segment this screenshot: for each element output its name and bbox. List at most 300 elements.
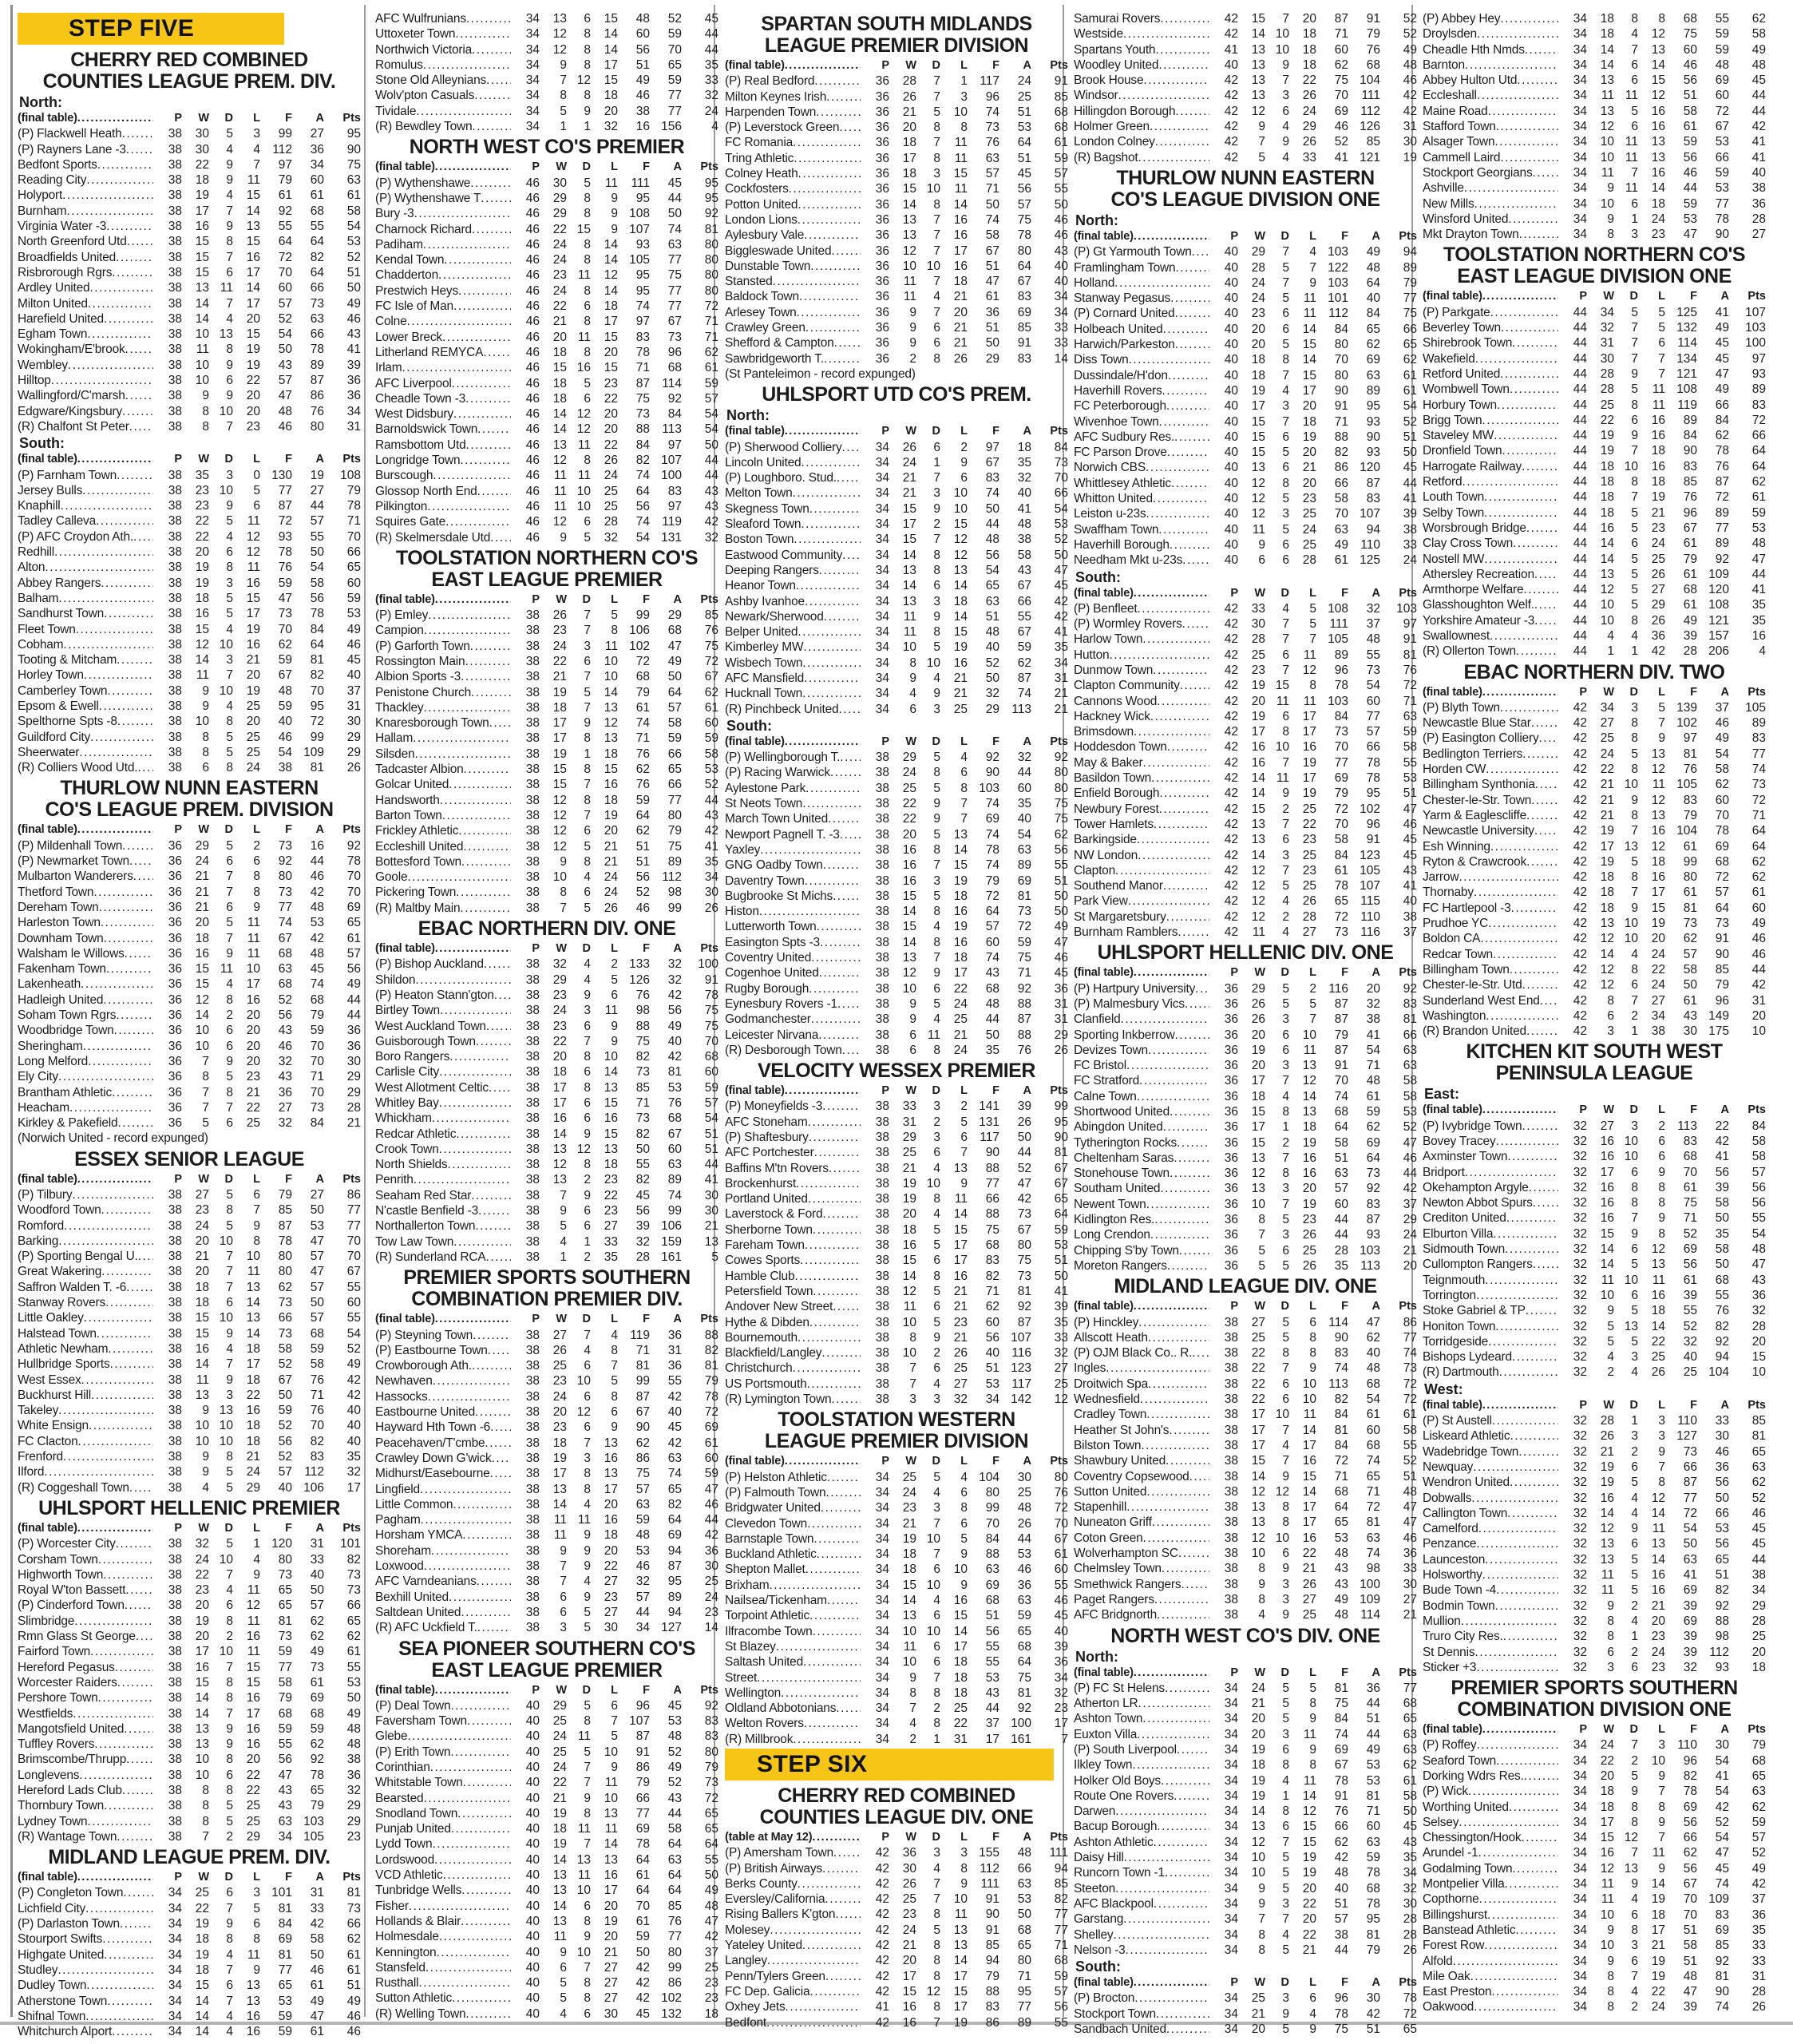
stat-f: 50 xyxy=(635,1142,650,1156)
stat-f: 56 xyxy=(635,42,650,57)
stat-p: 34 xyxy=(875,1563,889,1577)
stat-f: 50 xyxy=(985,197,999,212)
stat-d: 5 xyxy=(584,901,591,915)
stat-pts: 61 xyxy=(704,361,718,375)
stat-pts: 62 xyxy=(704,345,718,359)
team-name: Glebe xyxy=(375,1729,408,1744)
stat-pts: 53 xyxy=(1403,1105,1417,1119)
stat-l: 19 xyxy=(953,920,968,934)
stat-w: 12 xyxy=(902,966,916,980)
stat-pts: 36 xyxy=(346,389,361,403)
stat-l: 25 xyxy=(604,484,618,498)
table-row xyxy=(1074,1681,1417,1696)
stat-pts: 66 xyxy=(346,545,361,560)
stat-p: 38 xyxy=(168,730,182,744)
header-l: L xyxy=(1658,290,1665,303)
stat-pts: 62 xyxy=(346,1932,361,1947)
stat-l: 27 xyxy=(604,1960,618,1975)
stat-l: 12 xyxy=(1651,27,1665,42)
stat-p: 34 xyxy=(875,517,889,532)
stat-f: 48 xyxy=(278,404,292,418)
team-name: (P) Racing Warwick xyxy=(725,766,830,780)
dot-leader xyxy=(1181,1577,1209,1592)
team-name: Sandhurst Town xyxy=(18,607,105,621)
stat-a: 58 xyxy=(667,716,682,731)
stat-l: 4 xyxy=(1309,245,1316,259)
stat-d: 5 xyxy=(226,838,233,853)
stat-f: 78 xyxy=(278,545,292,560)
stat-w: 13 xyxy=(195,281,209,295)
stat-d: 9 xyxy=(933,812,940,826)
stat-d: 6 xyxy=(933,440,940,454)
dot-leader xyxy=(837,996,861,1012)
team-name: May & Baker xyxy=(1074,755,1143,770)
stat-pts: 99 xyxy=(1054,1099,1068,1114)
header-pts: Pts xyxy=(1399,1976,1417,1990)
team-name: (P) Garforth Town xyxy=(375,639,470,653)
stat-a: 33 xyxy=(310,1552,324,1567)
stat-w: 24 xyxy=(552,639,567,653)
table-row xyxy=(18,483,361,498)
team-name: West Essex xyxy=(18,1373,81,1387)
stat-w: 4 xyxy=(1258,1608,1265,1622)
team-name: Burnham Ramblers xyxy=(1074,925,1178,940)
team-name: Stockport Town xyxy=(1074,2006,1156,2021)
stat-w: 5 xyxy=(1258,1258,1265,1273)
stat-d: 9 xyxy=(226,220,233,234)
stat-p: 46 xyxy=(525,207,540,221)
stat-a: 39 xyxy=(1017,1099,1031,1114)
dot-leader xyxy=(1482,413,1558,428)
stat-w: 9 xyxy=(202,1450,209,1464)
team-name: Samurai Rovers xyxy=(1074,12,1161,26)
league-title-line: TOOLSTATION NORTHERN CO'S xyxy=(1443,244,1746,267)
stat-w: 23 xyxy=(1251,307,1265,321)
team-name: Wivenhoe Town xyxy=(1074,414,1159,429)
stat-p: 36 xyxy=(168,869,182,884)
dot-leader xyxy=(423,57,511,73)
stat-l: 17 xyxy=(246,977,260,992)
stat-pts: 24 xyxy=(1403,553,1417,568)
table-row xyxy=(18,388,361,403)
stat-l: 2 xyxy=(960,1099,968,1114)
stat-a: 90 xyxy=(1715,228,1729,242)
stat-pts: 85 xyxy=(1054,1876,1068,1891)
stat-p: 38 xyxy=(875,1254,889,1268)
league-title xyxy=(375,137,718,158)
team-name: Ashville xyxy=(1423,181,1464,196)
stat-d: 4 xyxy=(584,1497,591,1511)
stat-p: 38 xyxy=(1224,1592,1238,1606)
table-row xyxy=(375,1127,718,1142)
stat-d: 7 xyxy=(1631,42,1638,57)
dot-leader xyxy=(1519,227,1558,242)
stat-a: 73 xyxy=(310,1660,324,1674)
team-name: Burnham xyxy=(18,204,67,218)
stat-f: 92 xyxy=(985,751,999,765)
dot-leader xyxy=(1159,802,1209,817)
table-row xyxy=(375,1142,718,1157)
team-name: Blackfield/Langley xyxy=(725,1346,822,1361)
stat-a: 50 xyxy=(667,670,682,684)
team-name: Norwich CBS xyxy=(1074,461,1146,475)
stat-w: 22 xyxy=(1251,1361,1265,1376)
stat-f: 66 xyxy=(278,1311,292,1325)
table-column-header xyxy=(1074,586,1417,601)
stat-l: 5 xyxy=(1658,321,1665,335)
table-row xyxy=(1074,1577,1417,1592)
stat-l: 21 xyxy=(1302,1562,1316,1576)
table-row xyxy=(18,885,361,900)
stat-p: 38 xyxy=(168,529,182,544)
stat-f: 32 xyxy=(985,687,999,701)
dot-leader xyxy=(449,1049,511,1064)
table-row xyxy=(18,1885,361,1900)
stat-l: 10 xyxy=(604,1745,618,1759)
header-a: A xyxy=(1023,735,1031,748)
stat-pts: 66 xyxy=(1751,429,1766,443)
stat-f: 78 xyxy=(1334,2006,1348,2021)
stat-a: 89 xyxy=(667,854,682,869)
dot-leader xyxy=(825,1891,861,1907)
table-row xyxy=(1423,398,1766,413)
table-row xyxy=(1074,1911,1417,1927)
stat-pts: 61 xyxy=(346,931,361,945)
stat-p: 38 xyxy=(525,1359,540,1373)
stat-p: 36 xyxy=(875,74,889,89)
dot-leader xyxy=(77,822,153,838)
header-pts: Pts xyxy=(1050,1084,1068,1098)
stat-w: 9 xyxy=(1258,1896,1265,1911)
stat-d: 8 xyxy=(584,731,591,746)
stat-l: 10 xyxy=(1302,1377,1316,1391)
stat-l: 23 xyxy=(604,1173,618,1187)
stat-p: 46 xyxy=(525,237,540,252)
stat-a: 51 xyxy=(1017,105,1031,119)
stat-p: 38 xyxy=(168,204,182,218)
stat-w: 20 xyxy=(195,1265,209,1279)
stat-l: 18 xyxy=(1302,414,1316,429)
stat-f: 62 xyxy=(278,1280,292,1294)
dot-leader xyxy=(1477,88,1558,103)
stat-l: 20 xyxy=(1302,1182,1316,1196)
dot-leader xyxy=(123,1885,153,1900)
stat-f: 54 xyxy=(635,530,650,545)
team-name: Moreton Rangers xyxy=(1074,1258,1167,1273)
table-column-header xyxy=(18,1870,361,1885)
stat-p: 36 xyxy=(1224,1105,1238,1119)
table-row xyxy=(725,1953,1068,1968)
stat-w: 9 xyxy=(560,1543,567,1558)
league-title xyxy=(18,1498,361,1519)
dot-leader xyxy=(1138,150,1210,165)
stat-w: 14 xyxy=(552,1899,567,1913)
stat-d: 5 xyxy=(226,1814,233,1828)
stat-d: 5 xyxy=(226,1188,233,1202)
dot-leader xyxy=(1482,289,1558,304)
header-w: W xyxy=(556,160,567,174)
stat-a: 73 xyxy=(1017,1207,1031,1222)
stat-pts: 42 xyxy=(1403,1182,1417,1196)
stat-pts: 30 xyxy=(704,1559,718,1574)
table-row xyxy=(725,781,1068,796)
table-row xyxy=(18,760,361,775)
stat-p: 34 xyxy=(875,1655,889,1670)
stat-f: 48 xyxy=(985,533,999,547)
stat-l: 6 xyxy=(253,854,260,869)
dot-leader xyxy=(1148,1043,1209,1058)
stat-l: 11 xyxy=(1303,648,1316,662)
table-row xyxy=(1074,1835,1417,1850)
stat-w: 24 xyxy=(902,1485,916,1499)
stat-a: 58 xyxy=(667,1822,682,1836)
stat-pts: 81 xyxy=(1054,1146,1068,1160)
team-name: FC Romania xyxy=(725,136,793,150)
stat-a: 78 xyxy=(310,343,324,357)
stat-w: 24 xyxy=(1251,291,1265,306)
table-row xyxy=(375,1512,718,1527)
stat-f: 95 xyxy=(635,191,650,205)
stat-w: 26 xyxy=(552,608,567,623)
header-a: A xyxy=(673,942,682,956)
dot-leader xyxy=(477,484,511,499)
table-row xyxy=(375,314,718,329)
stat-p: 34 xyxy=(1573,165,1587,180)
news-column xyxy=(375,11,718,2044)
stat-f: 66 xyxy=(635,1791,650,1805)
stat-l: 11 xyxy=(1303,1773,1316,1788)
stat-d: 9 xyxy=(584,1930,591,1944)
stat-f: 50 xyxy=(635,1945,650,1959)
stat-l: 13 xyxy=(953,563,968,577)
stat-d: 7 xyxy=(1282,12,1289,26)
stat-f: 74 xyxy=(985,486,999,501)
stat-p: 42 xyxy=(875,1892,889,1907)
stat-a: 107 xyxy=(661,454,682,468)
stat-pts: 54 xyxy=(704,422,718,437)
table-row xyxy=(1074,1227,1417,1242)
stat-f: 52 xyxy=(278,311,292,326)
stat-p: 38 xyxy=(525,608,540,623)
dot-leader xyxy=(117,1829,153,1844)
team-name: Sleaford Town xyxy=(725,517,802,532)
stat-a: 54 xyxy=(1017,827,1031,842)
stat-d: 4 xyxy=(226,188,233,203)
dot-leader xyxy=(820,935,861,950)
team-name: Barnoldswick Town xyxy=(375,422,478,437)
stat-p: 34 xyxy=(875,579,889,593)
dot-leader xyxy=(470,639,511,654)
team-name: Lichfield City xyxy=(18,1901,86,1915)
dot-leader xyxy=(1140,1392,1209,1407)
table-row xyxy=(375,1836,718,1852)
stat-l: 20 xyxy=(246,1024,260,1038)
stat-d: 10 xyxy=(576,1884,591,1898)
team-name: (R) Coggeshall Town xyxy=(18,1480,129,1495)
stat-d: 8 xyxy=(584,763,591,777)
stat-pts: 50 xyxy=(1054,905,1068,919)
stat-a: 29 xyxy=(667,608,682,623)
team-name: Histon xyxy=(725,905,759,919)
team-name: Hollands & Blair xyxy=(375,1914,461,1928)
stat-f: 71 xyxy=(635,731,650,746)
stat-w: 15 xyxy=(552,778,567,792)
stat-p: 38 xyxy=(525,731,540,746)
team-name: Fareham Town xyxy=(725,1238,805,1253)
table-row xyxy=(18,699,361,714)
stat-d: 7 xyxy=(933,244,940,258)
stat-p: 34 xyxy=(1224,1927,1238,1942)
header-pts: Pts xyxy=(342,112,361,125)
team-name: (P) Wythenshawe xyxy=(375,176,471,190)
stat-pts: 82 xyxy=(704,1343,718,1357)
column-divider xyxy=(364,5,366,2017)
stat-w: 29 xyxy=(552,207,567,221)
stat-a: 19 xyxy=(310,468,324,482)
stat-p: 38 xyxy=(168,404,182,418)
stat-d: 2 xyxy=(933,1701,940,1716)
table-row xyxy=(725,1470,1068,1485)
stat-pts: 83 xyxy=(1751,398,1766,412)
stat-f: 117 xyxy=(980,1131,999,1144)
stat-f: 59 xyxy=(278,2009,292,2023)
stat-a: 76 xyxy=(310,404,324,418)
table-row xyxy=(1074,1515,1417,1530)
stat-w: 12 xyxy=(1251,507,1265,521)
stat-w: 21 xyxy=(195,869,209,884)
stat-w: 11 xyxy=(553,1930,567,1944)
stat-p: 46 xyxy=(525,438,540,452)
table-header-label: (final table) xyxy=(375,942,435,956)
stat-l: 22 xyxy=(1302,73,1316,88)
stat-d: 8 xyxy=(584,283,591,298)
table-row xyxy=(1074,1315,1417,1330)
stat-d: 7 xyxy=(1631,444,1638,458)
stat-f: 78 xyxy=(1334,679,1348,693)
stat-w: 30 xyxy=(552,176,567,190)
stat-f: 48 xyxy=(1334,1547,1348,1561)
dot-leader xyxy=(805,594,861,609)
team-name: Wembley xyxy=(18,358,68,372)
stat-a: 42 xyxy=(1017,1192,1031,1206)
stat-f: 46 xyxy=(635,901,650,915)
stat-pts: 28 xyxy=(1403,1912,1417,1927)
stat-l: 25 xyxy=(246,1814,260,1828)
team-name: Lower Breck xyxy=(375,330,442,344)
stat-a: 50 xyxy=(310,1296,324,1310)
stat-l: 16 xyxy=(246,992,260,1007)
dot-leader xyxy=(104,931,153,946)
table-row xyxy=(1074,1881,1417,1896)
stat-l: 16 xyxy=(1651,104,1665,118)
dot-leader xyxy=(798,1876,861,1891)
stat-d: 7 xyxy=(226,1265,233,1279)
stat-d: 5 xyxy=(1282,1213,1289,1227)
dot-leader xyxy=(804,228,861,243)
team-name: Knaresborough Town xyxy=(375,716,489,731)
stat-d: 1 xyxy=(584,747,591,761)
stat-l: 15 xyxy=(246,235,260,249)
table-row xyxy=(375,299,718,314)
stat-f: 34 xyxy=(635,1621,650,1635)
stat-f: 52 xyxy=(278,992,292,1007)
stat-pts: 78 xyxy=(1403,1991,1417,2006)
stat-l: 21 xyxy=(953,290,968,304)
stat-l: 12 xyxy=(1302,1074,1316,1088)
dot-leader xyxy=(485,1436,511,1451)
stat-pts: 37 xyxy=(346,683,361,698)
stat-f: 82 xyxy=(635,1127,650,1141)
team-name: Penistone Church xyxy=(375,685,472,699)
stat-pts: 58 xyxy=(1403,1074,1417,1088)
dot-leader xyxy=(822,1206,861,1222)
header-l: L xyxy=(611,942,618,956)
stat-d: 5 xyxy=(584,376,591,390)
stat-d: 6 xyxy=(584,1065,591,1079)
table-row xyxy=(375,1574,718,1589)
stat-d: 9 xyxy=(1282,2006,1289,2021)
stat-pts: 75 xyxy=(346,157,361,172)
stat-d: 4 xyxy=(1631,27,1638,42)
stat-d: 5 xyxy=(933,1222,940,1237)
table-row xyxy=(1074,1119,1417,1135)
stat-d: 3 xyxy=(226,576,233,590)
stat-pts: 45 xyxy=(1403,461,1417,475)
stat-pts: 61 xyxy=(346,1963,361,1977)
stat-d: 5 xyxy=(933,1470,940,1484)
table-row xyxy=(18,311,361,327)
stat-w: 15 xyxy=(902,1984,916,1998)
stat-w: 30 xyxy=(1251,617,1265,632)
stat-f: 116 xyxy=(1328,981,1348,996)
stat-f: 38 xyxy=(635,104,650,118)
dot-leader xyxy=(106,219,153,234)
stat-a: 66 xyxy=(667,747,682,761)
stat-l: 16 xyxy=(953,935,968,949)
team-name: Pickering Town xyxy=(375,885,457,900)
stat-w: 11 xyxy=(903,625,916,640)
stat-pts: 78 xyxy=(346,854,361,869)
table-row xyxy=(375,639,718,654)
stat-d: 7 xyxy=(933,858,940,873)
stat-l: 4 xyxy=(253,142,260,156)
header-d: D xyxy=(582,1313,591,1326)
table-row xyxy=(18,1187,361,1202)
stat-d: 8 xyxy=(933,625,940,640)
stat-l: 21 xyxy=(953,1300,968,1314)
table-row xyxy=(1074,398,1417,414)
stat-p: 38 xyxy=(525,1219,540,1234)
stat-a: 72 xyxy=(310,715,324,729)
stat-a: 79 xyxy=(310,1008,324,1023)
stat-f: 90 xyxy=(1334,383,1348,398)
stat-l: 27 xyxy=(604,1219,618,1234)
stat-a: 113 xyxy=(1360,1258,1380,1273)
team-name: Wolverhampton SC xyxy=(1074,1547,1178,1561)
dot-leader xyxy=(117,652,153,667)
stat-w: 11 xyxy=(903,609,916,624)
table-row xyxy=(18,915,361,930)
stat-l: 4 xyxy=(253,1552,260,1567)
dot-leader xyxy=(486,1250,511,1265)
stat-p: 38 xyxy=(525,716,540,731)
stat-pts: 23 xyxy=(704,1976,718,1991)
stat-p: 38 xyxy=(1224,1438,1238,1452)
stat-l: 9 xyxy=(960,1876,968,1891)
stat-l: 7 xyxy=(960,797,968,811)
stat-a: 78 xyxy=(1017,228,1031,243)
stat-d: 4 xyxy=(933,1485,940,1499)
